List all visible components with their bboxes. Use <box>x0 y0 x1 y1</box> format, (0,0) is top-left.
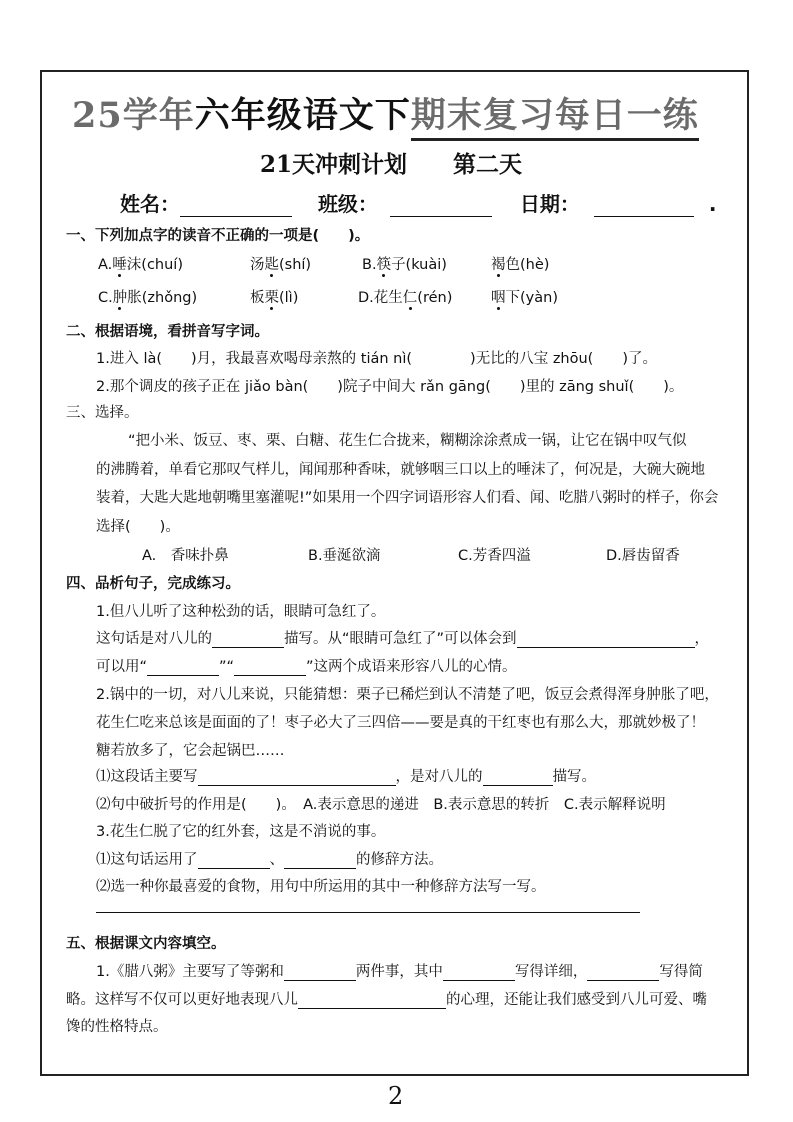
q3-passage-line: 装着，大匙大匙地朝嘴里塞灌呢!”如果用一个四字词语形容人们看、闻、吃腊八粥时的样子，你会 <box>96 490 719 506</box>
date-end-dot: . <box>708 192 717 216</box>
q1-title: 一、下列加点字的读音不正确的一项是( )。 <box>66 228 370 244</box>
q5-line: 馋的性格特点。 <box>66 1019 168 1035</box>
q3-passage-line: “把小米、饭豆、枣、栗、白糖、花生仁合拢来，糊糊涂涂煮成一锅，让它在锅中叹气似 <box>128 433 687 449</box>
q4-line: ⑴这句话运用了 、 的修辞方法。 <box>96 852 443 868</box>
q3-option: B.垂涎欲滴 <box>308 548 381 564</box>
page-title <box>72 88 699 138</box>
q4-title: 四、品析句子，完成练习。 <box>66 576 240 592</box>
q3-option: A. 香味扑鼻 <box>142 548 229 564</box>
title-grade: 六年级语文下 <box>194 95 411 136</box>
q2-line: 1.进入 là( )月，我最喜欢喝母亲熬的 tián nì( )无比的八宝 zhōu( )了。 <box>96 351 657 367</box>
page-subtitle <box>260 146 522 179</box>
title-year: 25学年 <box>72 95 195 136</box>
q4-line: ⑵选一种你最喜爱的食物，用句中所运用的其中一种修辞方法写一写。 <box>96 879 546 895</box>
q3-passage-line: 的沸腾着，单看它那叹气样儿，闻闻那种香味，就够咽三口以上的唾沫了，何况是，大碗大碗地 <box>96 462 705 478</box>
page-number: 2 <box>388 1082 404 1110</box>
q1-option: 汤匙(shí) <box>250 257 312 273</box>
name-label: 姓名： <box>120 192 180 216</box>
q4-line: 这句话是对八儿的 描写。从“眼睛可急红了”可以体会到 ， <box>96 631 710 647</box>
q5-title: 五、根据课文内容填空。 <box>66 936 226 952</box>
q4-line: ⑴这段话主要写 ，是对八儿的 描写。 <box>96 769 596 785</box>
q2-title: 二、根据语境，看拼音写字词。 <box>66 324 269 340</box>
q1-option: A.唾沫(chuí) <box>98 257 183 273</box>
subtitle-day: 第二天 <box>453 151 523 178</box>
date-field[interactable] <box>594 198 694 217</box>
q4-sentence: 3.花生仁脱了它的红外套，这是不消说的事。 <box>96 824 386 840</box>
q1-option: 咽下(yàn) <box>491 290 558 306</box>
class-field[interactable] <box>390 198 492 217</box>
subtitle-plan: 21天冲刺计划 <box>260 151 408 178</box>
q4-passage-line: 糖若放多了，它会起锅巴…… <box>96 743 285 759</box>
q4-line: 可以用“ ”“ ”这两个成语来形容八儿的心情。 <box>96 659 517 675</box>
q4-sentence: 1.但八儿听了这种松劲的话，眼睛可急红了。 <box>96 604 386 620</box>
q1-option: B.筷子(kuài) <box>362 257 447 273</box>
q1-option: D.花生仁(rén) <box>358 290 453 306</box>
q5-line: 1.《腊八粥》主要写了等粥和 两件事，其中 写得详细， 写得简 <box>96 964 703 980</box>
class-label: 班级： <box>317 192 378 216</box>
q1-option: 褐色(hè) <box>491 257 550 273</box>
q2-line: 2.那个调皮的孩子正在 jiǎo bàn( )院子中间大 rǎn gāng( )里的 zāng shuǐ( )。 <box>96 379 684 395</box>
q5-line: 略。这样写不仅可以更好地表现八儿 的心理，还能让我们感受到八儿可爱、嘴 <box>66 992 707 1008</box>
q3-option: D.唇齿留香 <box>606 548 680 564</box>
q4-passage-line: 花生仁吃来总该是面面的了！枣子必大了三四倍——要是真的干红枣也有那么大，那就妙极了！ <box>96 715 705 731</box>
q3-title: 三、选择。 <box>66 405 139 421</box>
title-topic: 期末复习每日一练 <box>411 95 699 141</box>
student-info-row <box>120 188 716 217</box>
answer-line[interactable] <box>96 912 640 913</box>
q4-line: ⑵句中破折号的作用是( )。 A.表示意思的递进 B.表示意思的转折 C.表示解释说明 <box>96 797 666 813</box>
q4-passage-line: 2.锅中的一切，对八儿来说，只能猜想：栗子已稀烂到认不清楚了吧，饭豆会煮得浑身肿胀了吧， <box>96 687 719 703</box>
q1-option: 板栗(lì) <box>250 290 299 306</box>
q3-option: C.芳香四溢 <box>458 548 531 564</box>
q3-passage-line: 选择( )。 <box>96 519 180 535</box>
date-label: 日期： <box>519 192 580 216</box>
name-field[interactable] <box>180 198 292 217</box>
q1-option: C.肿胀(zhǒng) <box>98 290 198 306</box>
